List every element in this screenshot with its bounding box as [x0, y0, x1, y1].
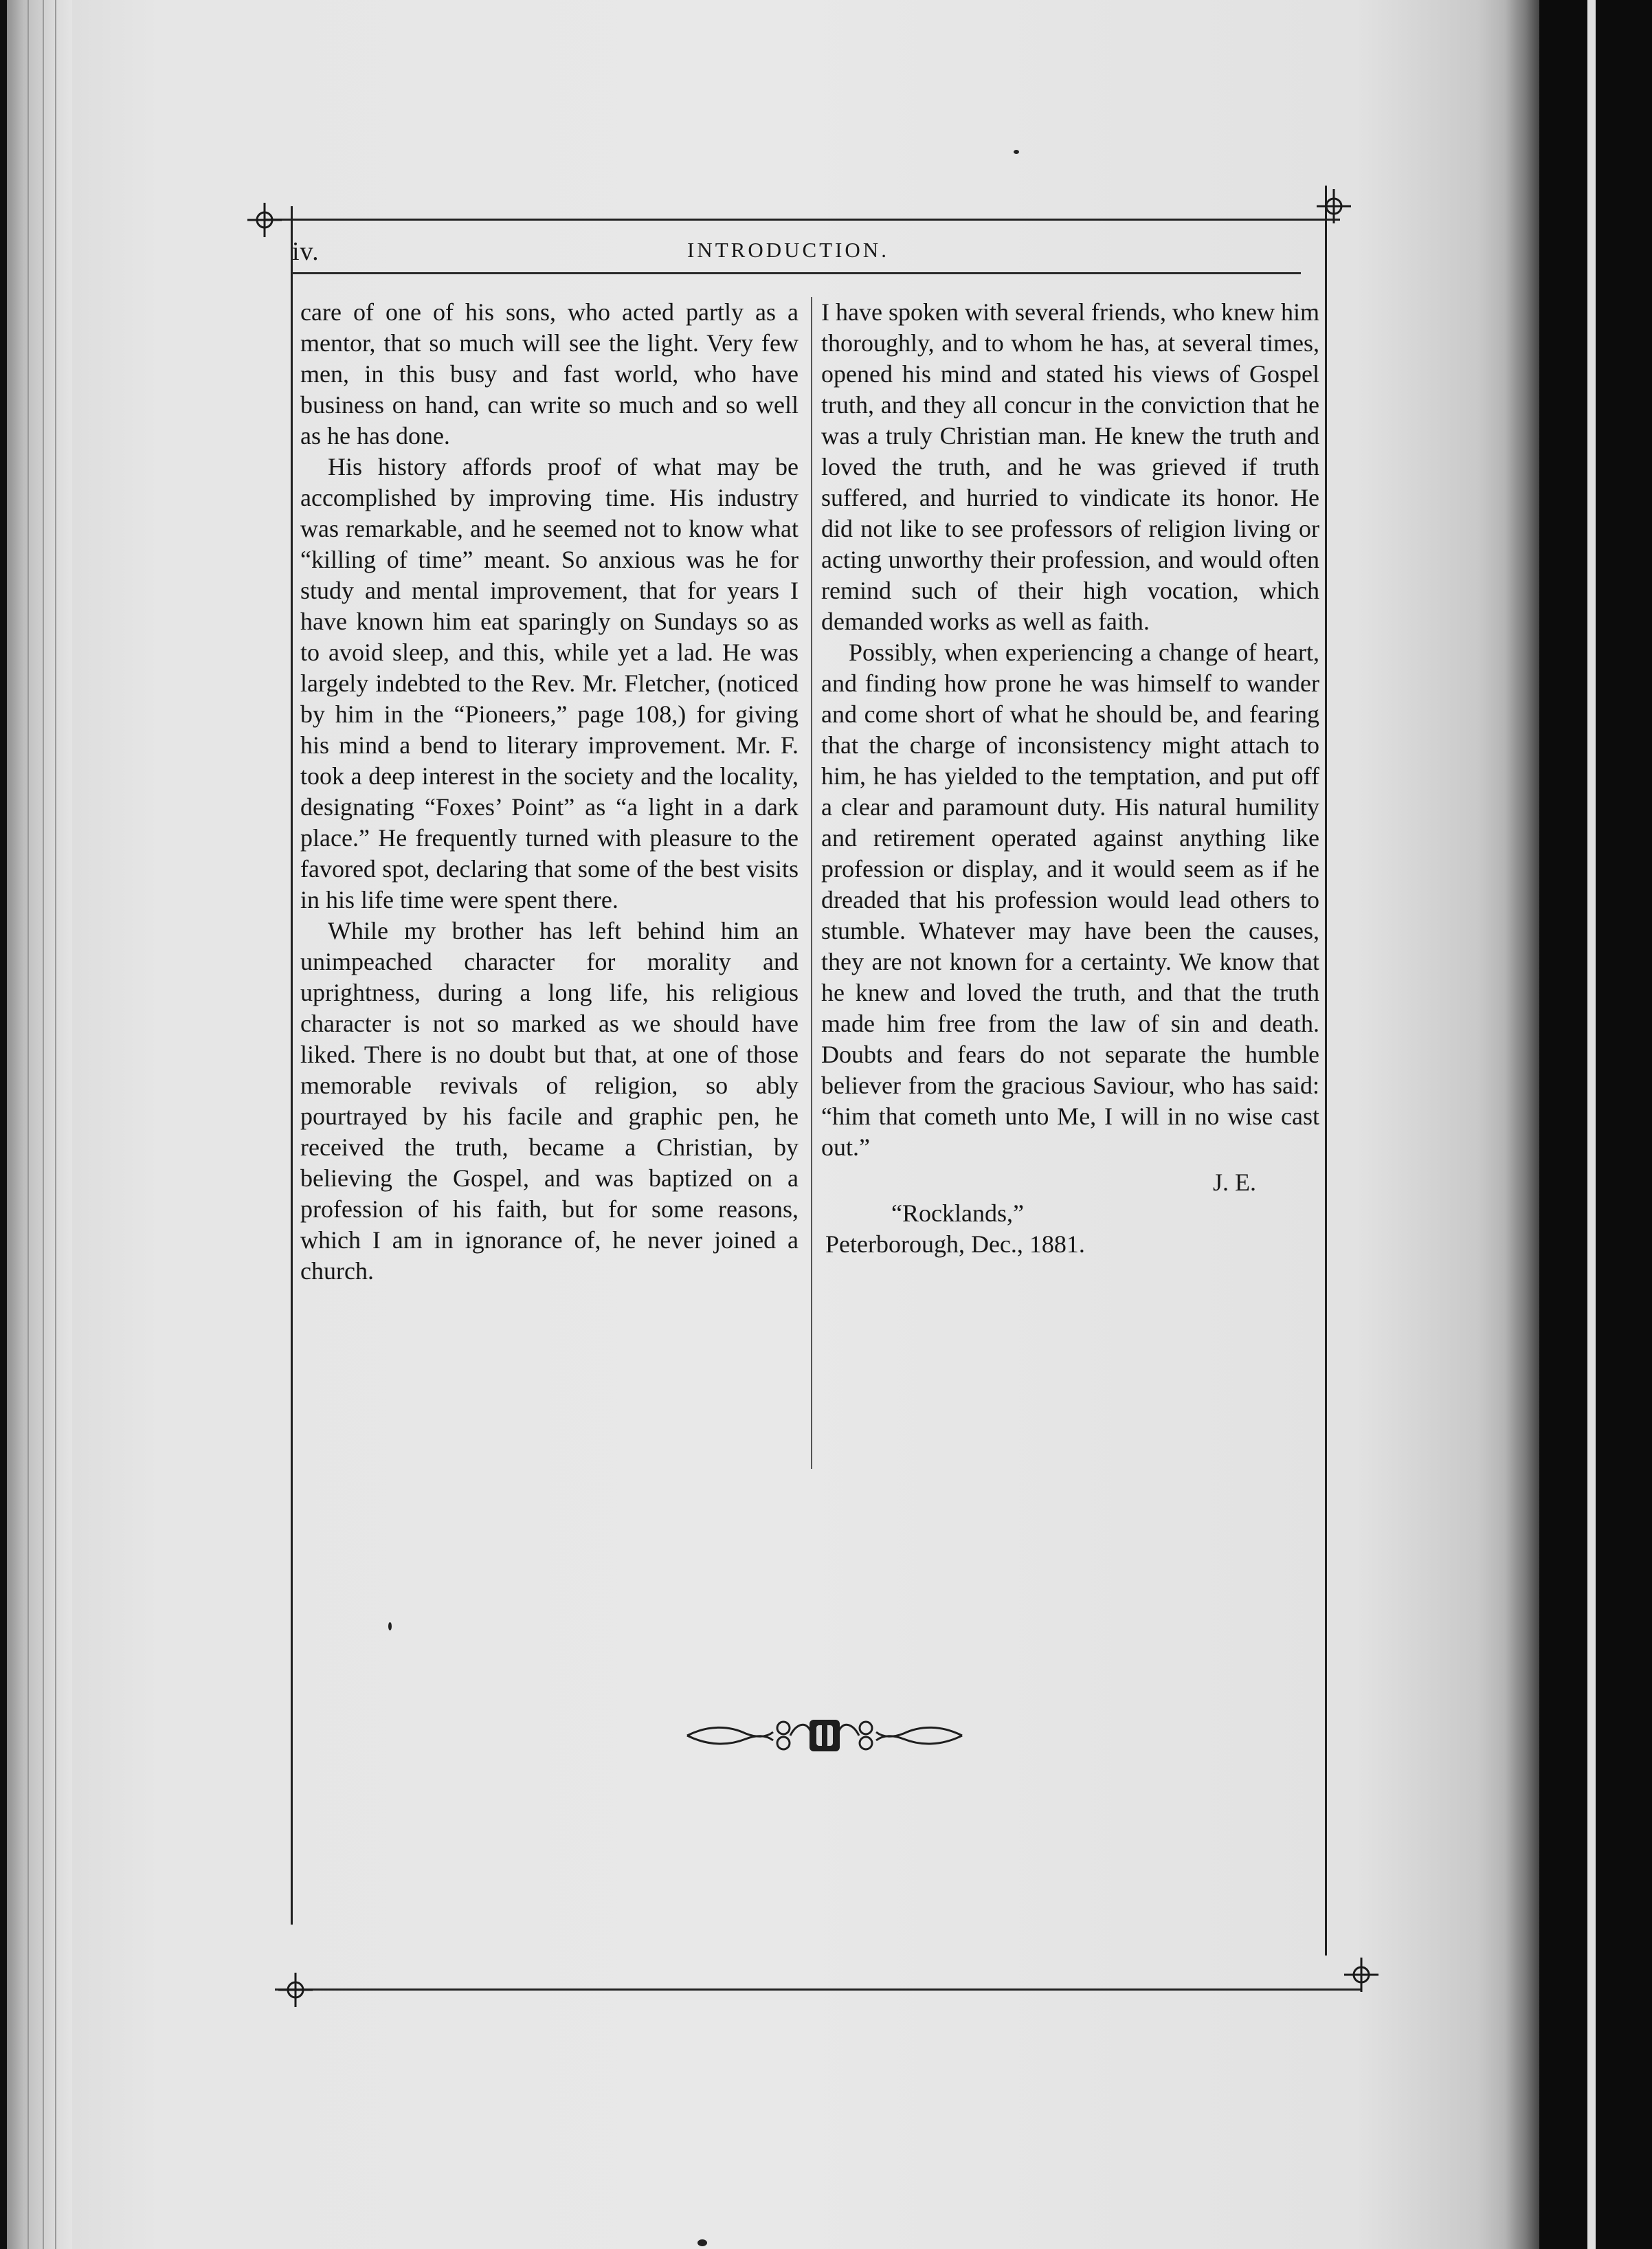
scan-background	[1539, 0, 1652, 2249]
paragraph: care of one of his sons, who acted partly as a mentor, that so much will see the light. Very few men, in this busy and fast world, who have business on hand, can write so much and so well as he has done.	[300, 298, 799, 450]
frame-rule-right	[1325, 186, 1327, 1956]
dateline-place: “Rocklands,”	[891, 1199, 1024, 1227]
page-header	[292, 236, 1302, 271]
corner-ornament-icon	[275, 1969, 316, 2010]
header-rule	[292, 272, 1301, 274]
paragraph: Possibly, when experiencing a change of heart, and finding how prone he was himself to wander and come short of what he should be, and fearing that the charge of inconsistency might attach to him, he has yielded to the temptation, and put off a clear and paramount duty. His natural humility and retirement operated against anything like profession or display, and it would seem as if he dreaded that his profession would lead others to stumble. Whatever may have been the causes, they are not known for a certainty. We know that he knew and loved the truth, and that the truth made him free from the law of sin and death. Doubts and fears do not separate the humble believer from the gracious Saviour, who has said: “him that cometh unto Me, I will in no wise cast out.”	[821, 639, 1319, 1161]
frame-rule-bottom	[275, 1988, 1361, 1991]
author-signature: J. E.	[1213, 1168, 1256, 1196]
corner-ornament-icon	[1341, 1954, 1382, 1995]
dateline-date: Peterborough, Dec., 1881.	[825, 1230, 1085, 1258]
paragraph: I have spoken with several friends, who knew him thoroughly, and to whom he has, at several times, opened his mind and stated his views of Gospel truth, and they all concur in the conviction that he was a truly Christian man. He knew the truth and loved the truth, and he was grieved if truth suffered, and hurried to vindicate its honor. He did not like to see professors of religion living or acting unworthy their profession, and would often remind such of their high vocation, which demanded works as well as faith.	[821, 298, 1319, 635]
frame-rule-top	[265, 219, 1340, 221]
edge-line	[27, 0, 29, 2249]
scan-speck	[697, 2239, 707, 2246]
paragraph: His history affords proof of what may be accomplished by improving time. His industry was remarkable, and he seemed not to know what “killing of time” meant. So anxious was he for study and mental improvement, that for years I have known him eat sparingly on Sundays so as to avoid sleep, and this, while yet a lad. He was largely indebted to the Rev. Mr. Fletcher, (noticed by him in the “Pioneers,” page 108,) for giving his mind a bend to literary improvement. Mr. F. took a deep interest in the society and the locality, designating “Foxes’ Point” as “a light in a dark place.” He frequently turned with pleasure to the favored spot, declaring that some of the best visits in his life time were spent there.	[300, 453, 799, 913]
corner-ornament-icon	[1313, 186, 1354, 227]
edge-line	[55, 0, 56, 2249]
adjacent-page-edge	[1587, 0, 1596, 2249]
page-number: iv.	[292, 237, 320, 266]
frame-rule-left	[291, 206, 293, 1925]
page-edge-shadow	[1505, 0, 1539, 2249]
column-divider	[811, 297, 812, 1469]
paragraph: While my brother has left behind him an unimpeached character for morality and uprightness, during a long life, his religious character is not so marked as we should have liked. There is no doubt but that, at one of those memorable revivals of religion, so ably pourtrayed by his facile and graphic pen, he received the truth, became a Christian, by believing the Gospel, and was baptized on a profession of his faith, but for some reasons, which I am in ignorance of, he never joined a church.	[300, 917, 799, 1285]
running-head: INTRODUCTION.	[687, 238, 889, 262]
page-gutter-edge	[7, 0, 72, 2249]
tailpiece-ornament-icon	[680, 1711, 969, 1760]
corner-ornament-icon	[244, 199, 285, 241]
left-column	[300, 297, 799, 1287]
edge-line	[43, 0, 44, 2249]
scan-speck	[1014, 150, 1019, 154]
right-column	[821, 297, 1319, 1260]
scan-speck	[388, 1622, 392, 1630]
